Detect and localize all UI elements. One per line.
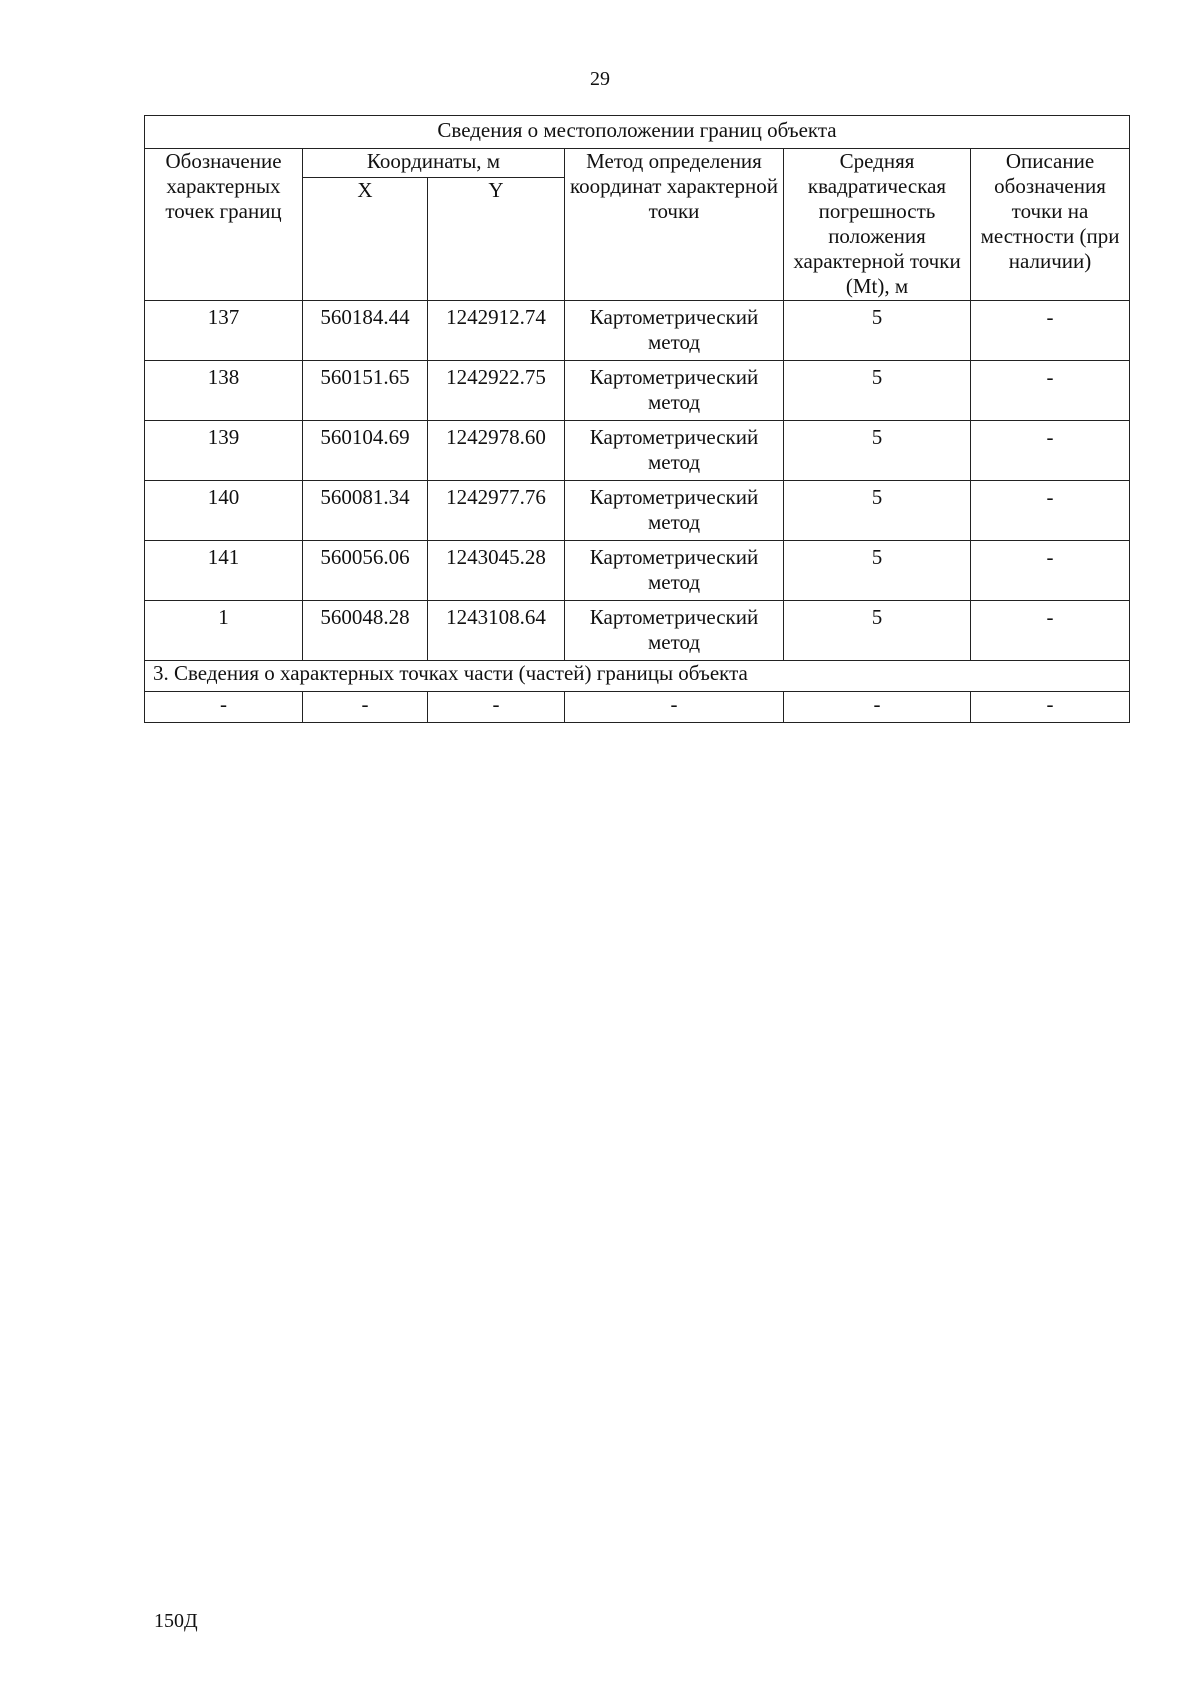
cell-description: - (971, 692, 1130, 723)
cell-y: 1243045.28 (428, 541, 565, 601)
cell-point: 140 (145, 481, 303, 541)
table-title-row (145, 116, 1130, 149)
cell-method: - (565, 692, 784, 723)
cell-error: 5 (784, 541, 971, 601)
cell-point: - (145, 692, 303, 723)
section3-title: 3. Сведения о характерных точках части (частей) границы объекта (145, 661, 1130, 692)
cell-x: 560104.69 (303, 421, 428, 481)
table-row (145, 541, 1130, 601)
cell-description: - (971, 421, 1130, 481)
cell-description: - (971, 601, 1130, 661)
cell-method: Картометрический метод (565, 541, 784, 601)
table-row (145, 601, 1130, 661)
cell-x: 560184.44 (303, 301, 428, 361)
cell-x: 560081.34 (303, 481, 428, 541)
cell-error: 5 (784, 601, 971, 661)
cell-description: - (971, 541, 1130, 601)
cell-y: 1242922.75 (428, 361, 565, 421)
cell-error: 5 (784, 481, 971, 541)
cell-description: - (971, 361, 1130, 421)
cell-y: - (428, 692, 565, 723)
table-row (145, 301, 1130, 361)
cell-x: 560056.06 (303, 541, 428, 601)
cell-method: Картометрический метод (565, 421, 784, 481)
header-method: Метод определения координат характерной точки (565, 149, 784, 301)
cell-y: 1242977.76 (428, 481, 565, 541)
cell-description: - (971, 301, 1130, 361)
boundary-coordinates-table (144, 115, 1130, 723)
cell-description: - (971, 481, 1130, 541)
cell-error: 5 (784, 361, 971, 421)
footer-document-code: 150Д (154, 1610, 198, 1632)
cell-error: 5 (784, 421, 971, 481)
cell-x: 560048.28 (303, 601, 428, 661)
header-error: Средняя квадратическая погрешность положения характерной точки (Mt), м (784, 149, 971, 301)
table-header-row (145, 149, 1130, 178)
table-title: Сведения о местоположении границ объекта (145, 116, 1130, 149)
header-coordinates: Координаты, м (303, 149, 565, 178)
cell-point: 1 (145, 601, 303, 661)
cell-point: 139 (145, 421, 303, 481)
cell-x: - (303, 692, 428, 723)
cell-method: Картометрический метод (565, 481, 784, 541)
header-y: Y (428, 178, 565, 301)
table-row (145, 481, 1130, 541)
header-point-label: Обозначение характерных точек границ (145, 149, 303, 301)
section3-row (145, 661, 1130, 692)
cell-y: 1242978.60 (428, 421, 565, 481)
cell-error: 5 (784, 301, 971, 361)
cell-point: 141 (145, 541, 303, 601)
header-x: X (303, 178, 428, 301)
cell-point: 138 (145, 361, 303, 421)
cell-method: Картометрический метод (565, 601, 784, 661)
cell-error: - (784, 692, 971, 723)
cell-method: Картометрический метод (565, 301, 784, 361)
table-row (145, 421, 1130, 481)
cell-point: 137 (145, 301, 303, 361)
cell-method: Картометрический метод (565, 361, 784, 421)
cell-y: 1242912.74 (428, 301, 565, 361)
table-row (145, 692, 1130, 723)
header-description: Описание обозначения точки на местности (при наличии) (971, 149, 1130, 301)
cell-x: 560151.65 (303, 361, 428, 421)
table-row (145, 361, 1130, 421)
page-number: 29 (590, 68, 610, 90)
cell-y: 1243108.64 (428, 601, 565, 661)
